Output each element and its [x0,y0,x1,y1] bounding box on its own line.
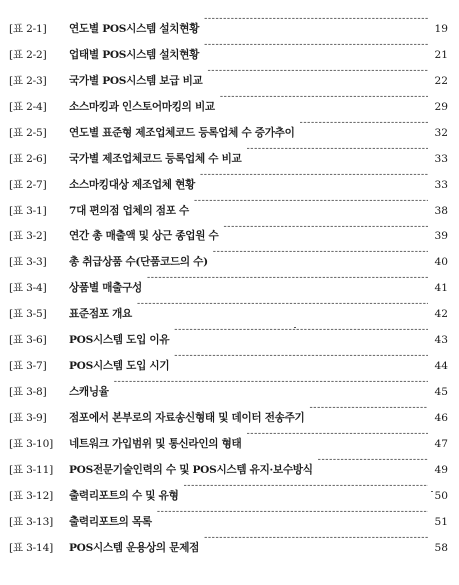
dot-leader [204,525,428,551]
dot-leader [204,32,428,58]
table-number: [표 3-13] [9,515,54,528]
table-title: 출력리포트의 목록 [69,515,152,528]
page-number: 46 [434,412,448,424]
dot-leader [194,188,428,214]
table-number: [표 3-12] [9,489,54,502]
page-number: 41 [434,282,448,295]
dot-leader [204,6,428,32]
table-of-tables [9,6,450,554]
table-title: 스캐닝율 [69,386,109,399]
table-title: POS시스템 운용상의 문제점 [69,541,200,554]
table-number: [표 3-7] [9,360,47,373]
table-title: POS시스템 도입 시기 [69,360,170,373]
toc-entry [9,6,450,35]
dot-leader [200,162,428,188]
dot-leader [147,265,428,291]
table-number: [표 3-4] [9,282,47,295]
table-title: 연도별 POS시스템 설치현황 [69,22,200,35]
table-title: 국가별 제조업체코드 등록업체 수 비교 [69,152,242,165]
table-number: [표 3-9] [9,412,47,424]
scan-speck [294,327,296,328]
table-title: 연간 총 매출액 및 상근 종업원 수 [69,230,219,243]
table-number: [표 2-1] [9,22,47,35]
dot-leader [157,499,428,525]
page-number: 39 [434,230,448,243]
page-number: 44 [434,360,448,373]
table-number: [표 2-6] [9,152,47,165]
page-number: 33 [434,178,448,191]
table-title: 표준점포 개요 [69,308,132,321]
table-number: [표 2-2] [9,48,47,61]
page-number: 50 [434,489,448,502]
page-number: 21 [434,48,448,61]
table-title: 네트워크 가입범위 및 통신라인의 형태 [69,437,242,450]
page-number: 45 [434,386,448,399]
page-number: 43 [434,334,448,347]
dot-leader [247,136,429,162]
table-title: 소스마킹과 인스토어마킹의 비교 [69,100,215,113]
table-number: [표 3-5] [9,308,47,321]
page-number: 38 [434,204,448,217]
table-title: POS시스템 도입 이유 [69,334,170,347]
table-number: [표 3-10] [9,437,54,450]
table-number: [표 3-11] [9,463,54,476]
table-number: [표 2-7] [9,178,47,191]
table-number: [표 3-2] [9,230,47,243]
table-title: 출력리포트의 수 및 유형 [69,489,179,502]
table-title: 업태별 POS시스템 설치현황 [69,48,200,61]
table-number: [표 2-4] [9,100,47,113]
dot-leader [114,369,428,395]
table-number: [표 3-3] [9,256,47,269]
table-title: 연도별 표준형 제조업체코드 등록업체 수 증가추이 [69,126,295,139]
page-number: 47 [434,437,448,450]
page-number: 49 [434,463,448,476]
table-title: 상품별 매출구성 [69,282,142,295]
page-number: 19 [434,22,448,35]
table-title: 점포에서 본부로의 자료송신형태 및 데이터 전송주기 [69,412,305,424]
page-number: 58 [434,541,448,554]
page-number: 40 [434,256,448,269]
table-number: [표 3-1] [9,204,47,217]
page-number: 32 [434,126,448,139]
dot-leader [247,421,429,447]
table-number: [표 3-14] [9,541,54,554]
dot-leader [137,291,428,317]
table-title: 국가별 POS시스템 보급 비교 [69,74,203,87]
dot-leader [213,239,428,265]
dot-leader [223,214,428,240]
dot-leader [207,58,428,84]
dot-leader [174,343,428,369]
table-number: [표 3-8] [9,386,47,399]
page-number: 33 [434,152,448,165]
scan-speck [431,491,433,492]
page-number: 42 [434,308,448,321]
table-title: POS전문기술인력의 수 및 POS시스템 유지·보수방식 [69,463,313,476]
table-title: 총 취급상품 수(단품코드의 수) [69,256,208,269]
table-number: [표 2-5] [9,126,47,139]
dot-leader [174,317,428,343]
page-number: 29 [434,100,448,113]
page-number: 51 [434,515,448,528]
dot-leader [220,84,428,110]
dot-leader [184,473,429,499]
page-number: 22 [434,74,448,87]
dot-leader [318,447,428,473]
dot-leader [300,110,428,136]
table-title: 소스마킹대상 제조업체 현황 [69,178,195,191]
table-number: [표 2-3] [9,74,47,87]
dot-leader [309,395,428,421]
table-title: 7대 편의점 업체의 점포 수 [69,204,189,217]
table-number: [표 3-6] [9,334,47,347]
